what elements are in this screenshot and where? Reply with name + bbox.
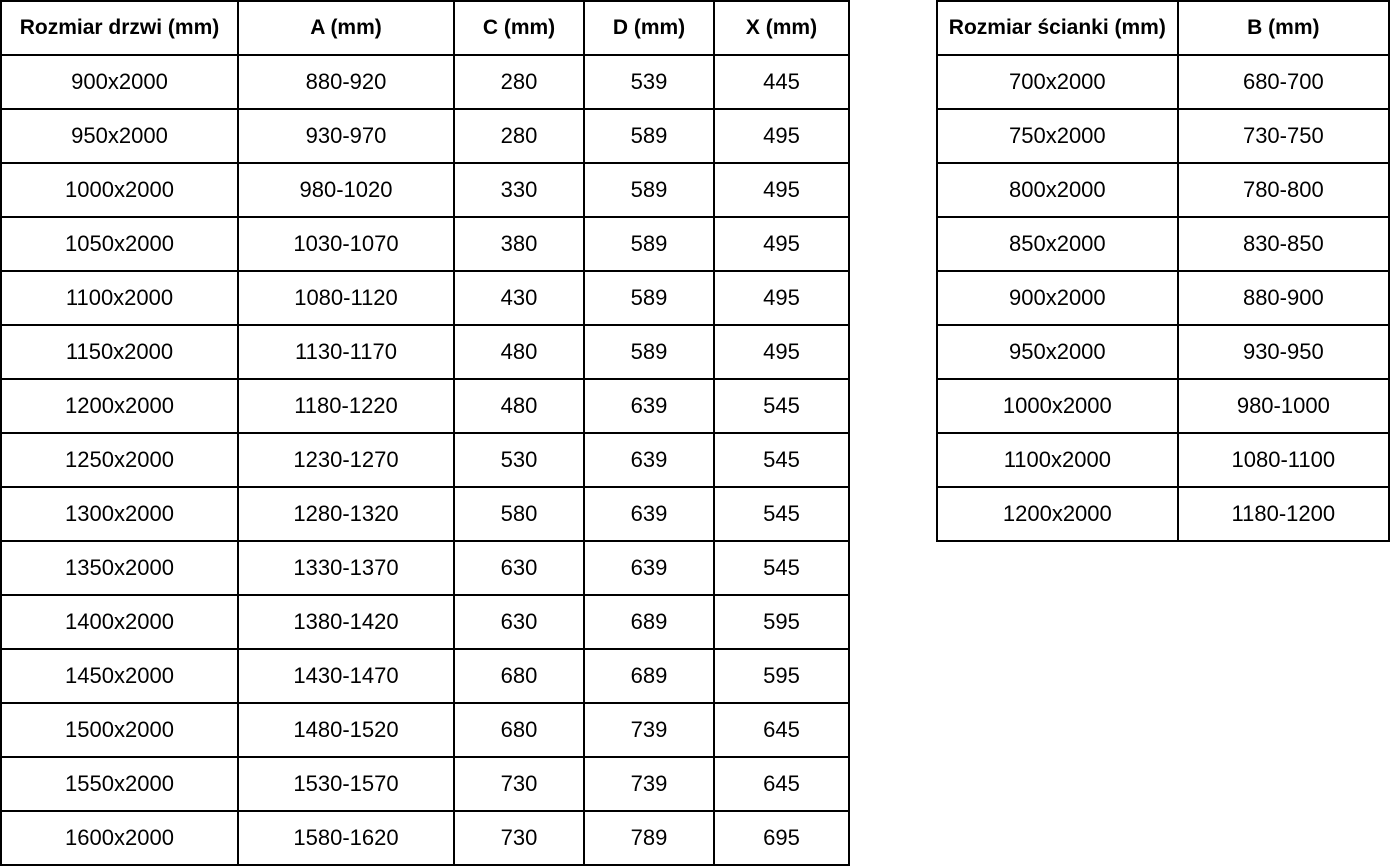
table-cell: 530 [454, 433, 584, 487]
table-cell: 589 [584, 163, 714, 217]
column-header-rozmiar-drzwi: Rozmiar drzwi (mm) [1, 1, 238, 55]
table-cell: 280 [454, 109, 584, 163]
table-cell: 639 [584, 379, 714, 433]
table-cell: 630 [454, 595, 584, 649]
table-cell: 800x2000 [937, 163, 1178, 217]
column-header-b-mm: B (mm) [1178, 1, 1389, 55]
table-cell: 1000x2000 [1, 163, 238, 217]
table-cell: 980-1020 [238, 163, 454, 217]
table-cell: 580 [454, 487, 584, 541]
table-row [937, 433, 1389, 487]
column-header-c-mm: C (mm) [454, 1, 584, 55]
column-header-a-mm: A (mm) [238, 1, 454, 55]
table-cell: 589 [584, 217, 714, 271]
table-cell: 1000x2000 [937, 379, 1178, 433]
table-cell: 680 [454, 649, 584, 703]
table-row [1, 109, 849, 163]
column-header-rozmiar-scianki: Rozmiar ścianki (mm) [937, 1, 1178, 55]
table-cell: 830-850 [1178, 217, 1389, 271]
table-cell: 645 [714, 703, 849, 757]
table-cell: 950x2000 [937, 325, 1178, 379]
table-cell: 539 [584, 55, 714, 109]
table-cell: 850x2000 [937, 217, 1178, 271]
table-cell: 880-900 [1178, 271, 1389, 325]
table-row [937, 109, 1389, 163]
table-row [1, 487, 849, 541]
wall-sizes-table-body [937, 55, 1389, 541]
table-row [1, 325, 849, 379]
door-sizes-table-head [1, 1, 849, 55]
table-row [1, 757, 849, 811]
table-cell: 950x2000 [1, 109, 238, 163]
table-cell: 545 [714, 487, 849, 541]
table-cell: 739 [584, 703, 714, 757]
table-cell: 695 [714, 811, 849, 865]
table-header-row [937, 1, 1389, 55]
table-row [937, 217, 1389, 271]
table-cell: 589 [584, 271, 714, 325]
table-cell: 1400x2000 [1, 595, 238, 649]
table-row [1, 217, 849, 271]
table-cell: 1180-1200 [1178, 487, 1389, 541]
table-cell: 630 [454, 541, 584, 595]
column-header-x-mm: X (mm) [714, 1, 849, 55]
table-cell: 545 [714, 433, 849, 487]
table-cell: 1500x2000 [1, 703, 238, 757]
table-cell: 1530-1570 [238, 757, 454, 811]
table-cell: 1100x2000 [1, 271, 238, 325]
table-cell: 930-970 [238, 109, 454, 163]
table-cell: 480 [454, 379, 584, 433]
table-cell: 739 [584, 757, 714, 811]
table-cell: 1580-1620 [238, 811, 454, 865]
table-header-row [1, 1, 849, 55]
table-cell: 480 [454, 325, 584, 379]
table-cell: 589 [584, 325, 714, 379]
table-cell: 430 [454, 271, 584, 325]
table-row [1, 433, 849, 487]
table-cell: 1380-1420 [238, 595, 454, 649]
table-row [1, 595, 849, 649]
table-cell: 900x2000 [1, 55, 238, 109]
table-row [937, 379, 1389, 433]
table-cell: 1130-1170 [238, 325, 454, 379]
table-cell: 730-750 [1178, 109, 1389, 163]
table-cell: 680 [454, 703, 584, 757]
table-row [937, 271, 1389, 325]
table-cell: 1330-1370 [238, 541, 454, 595]
table-cell: 445 [714, 55, 849, 109]
table-cell: 495 [714, 325, 849, 379]
table-cell: 495 [714, 271, 849, 325]
table-cell: 1300x2000 [1, 487, 238, 541]
table-row [1, 379, 849, 433]
table-cell: 1450x2000 [1, 649, 238, 703]
table-cell: 495 [714, 109, 849, 163]
table-row [937, 325, 1389, 379]
table-cell: 639 [584, 433, 714, 487]
table-cell: 930-950 [1178, 325, 1389, 379]
table-cell: 1350x2000 [1, 541, 238, 595]
table-cell: 700x2000 [937, 55, 1178, 109]
table-cell: 1600x2000 [1, 811, 238, 865]
table-cell: 1430-1470 [238, 649, 454, 703]
table-row [1, 649, 849, 703]
table-row [937, 55, 1389, 109]
table-cell: 1050x2000 [1, 217, 238, 271]
wall-sizes-table-head [937, 1, 1389, 55]
table-cell: 1250x2000 [1, 433, 238, 487]
table-cell: 1180-1220 [238, 379, 454, 433]
table-cell: 730 [454, 757, 584, 811]
table-cell: 1480-1520 [238, 703, 454, 757]
table-cell: 780-800 [1178, 163, 1389, 217]
table-cell: 1200x2000 [937, 487, 1178, 541]
table-cell: 495 [714, 163, 849, 217]
table-cell: 980-1000 [1178, 379, 1389, 433]
table-cell: 680-700 [1178, 55, 1389, 109]
door-sizes-table-body [1, 55, 849, 865]
table-row [937, 163, 1389, 217]
table-cell: 280 [454, 55, 584, 109]
table-cell: 1100x2000 [937, 433, 1178, 487]
column-header-d-mm: D (mm) [584, 1, 714, 55]
wall-sizes-table [936, 0, 1390, 542]
table-cell: 880-920 [238, 55, 454, 109]
table-cell: 689 [584, 649, 714, 703]
table-cell: 595 [714, 595, 849, 649]
table-cell: 330 [454, 163, 584, 217]
table-row [1, 271, 849, 325]
table-row [1, 541, 849, 595]
table-row [937, 487, 1389, 541]
table-cell: 750x2000 [937, 109, 1178, 163]
table-cell: 689 [584, 595, 714, 649]
table-cell: 1230-1270 [238, 433, 454, 487]
table-row [1, 163, 849, 217]
table-cell: 380 [454, 217, 584, 271]
table-row [1, 811, 849, 865]
table-cell: 645 [714, 757, 849, 811]
table-cell: 1080-1100 [1178, 433, 1389, 487]
table-cell: 639 [584, 487, 714, 541]
table-cell: 1550x2000 [1, 757, 238, 811]
table-cell: 495 [714, 217, 849, 271]
table-cell: 789 [584, 811, 714, 865]
table-cell: 1150x2000 [1, 325, 238, 379]
table-cell: 1030-1070 [238, 217, 454, 271]
table-cell: 730 [454, 811, 584, 865]
table-cell: 1080-1120 [238, 271, 454, 325]
table-cell: 900x2000 [937, 271, 1178, 325]
table-cell: 545 [714, 379, 849, 433]
table-row [1, 55, 849, 109]
table-row [1, 703, 849, 757]
table-cell: 589 [584, 109, 714, 163]
table-cell: 595 [714, 649, 849, 703]
table-cell: 545 [714, 541, 849, 595]
table-cell: 639 [584, 541, 714, 595]
table-cell: 1280-1320 [238, 487, 454, 541]
table-cell: 1200x2000 [1, 379, 238, 433]
